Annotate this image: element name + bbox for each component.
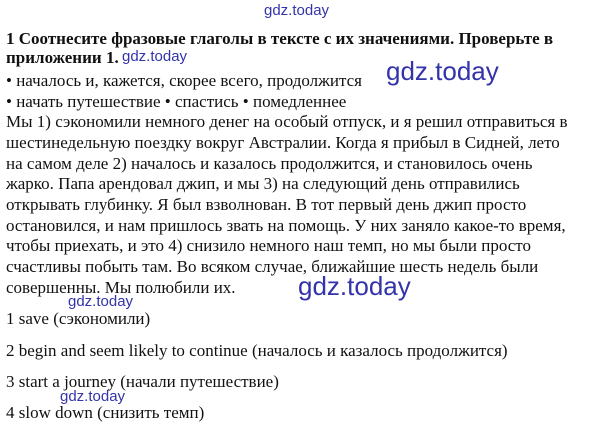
answer-item: 1 save (сэкономили) xyxy=(6,309,151,328)
watermark: gdz.today xyxy=(68,293,134,310)
options-line-2: • начать путешествие • спастись • помедленнее xyxy=(6,92,347,111)
text-line: Мы 1) сэкономили немного денег на особый отпуск, и я решил отправиться в xyxy=(6,112,568,131)
watermark: gdz.today xyxy=(386,56,499,86)
text-line: открывать глубинку. Я был взволнован. В тот первый день джип просто xyxy=(6,195,527,214)
answer-item: 2 begin and seem likely to continue (началось и казалось продолжится) xyxy=(6,341,508,360)
text-line: жарко. Папа арендовал джип, и мы 3) на следующий день отправились xyxy=(6,174,520,193)
text-line: на самом деле 2) началось и казалось продолжится, и становилось очень xyxy=(6,154,533,173)
exercise-heading-line-2: приложении 1. xyxy=(6,48,119,67)
text-line: шестинедельную поездку вокруг Австралии. Когда я прибыл в Сидней, лето xyxy=(6,133,560,152)
answer-item: 3 start a journey (начали путешествие) xyxy=(6,372,279,391)
options-line-1: • началось и, кажется, скорее всего, продолжится xyxy=(6,71,362,90)
answer-item: 4 slow down (снизить темп) xyxy=(6,403,205,422)
watermark: gdz.today xyxy=(298,271,411,301)
text-line: остановился, и нам пришлось звать на помощь. У них заняло какое-то время, xyxy=(6,216,566,235)
text-line: чтобы приехать, и это 4) снизило немного наш темп, но мы были просто xyxy=(6,236,532,255)
watermark: gdz.today xyxy=(264,2,330,19)
text-line: счастливы побыть там. Во всяком случае, ближайшие шесть недель были xyxy=(6,257,539,276)
watermark: gdz.today xyxy=(122,48,188,65)
watermark: gdz.today xyxy=(60,388,126,405)
exercise-heading-line-1: 1 Соотнесите фразовые глаголы в тексте с их значениями. Проверьте в xyxy=(6,29,554,48)
text-line: совершенны. Мы полюбили их. xyxy=(6,278,236,297)
